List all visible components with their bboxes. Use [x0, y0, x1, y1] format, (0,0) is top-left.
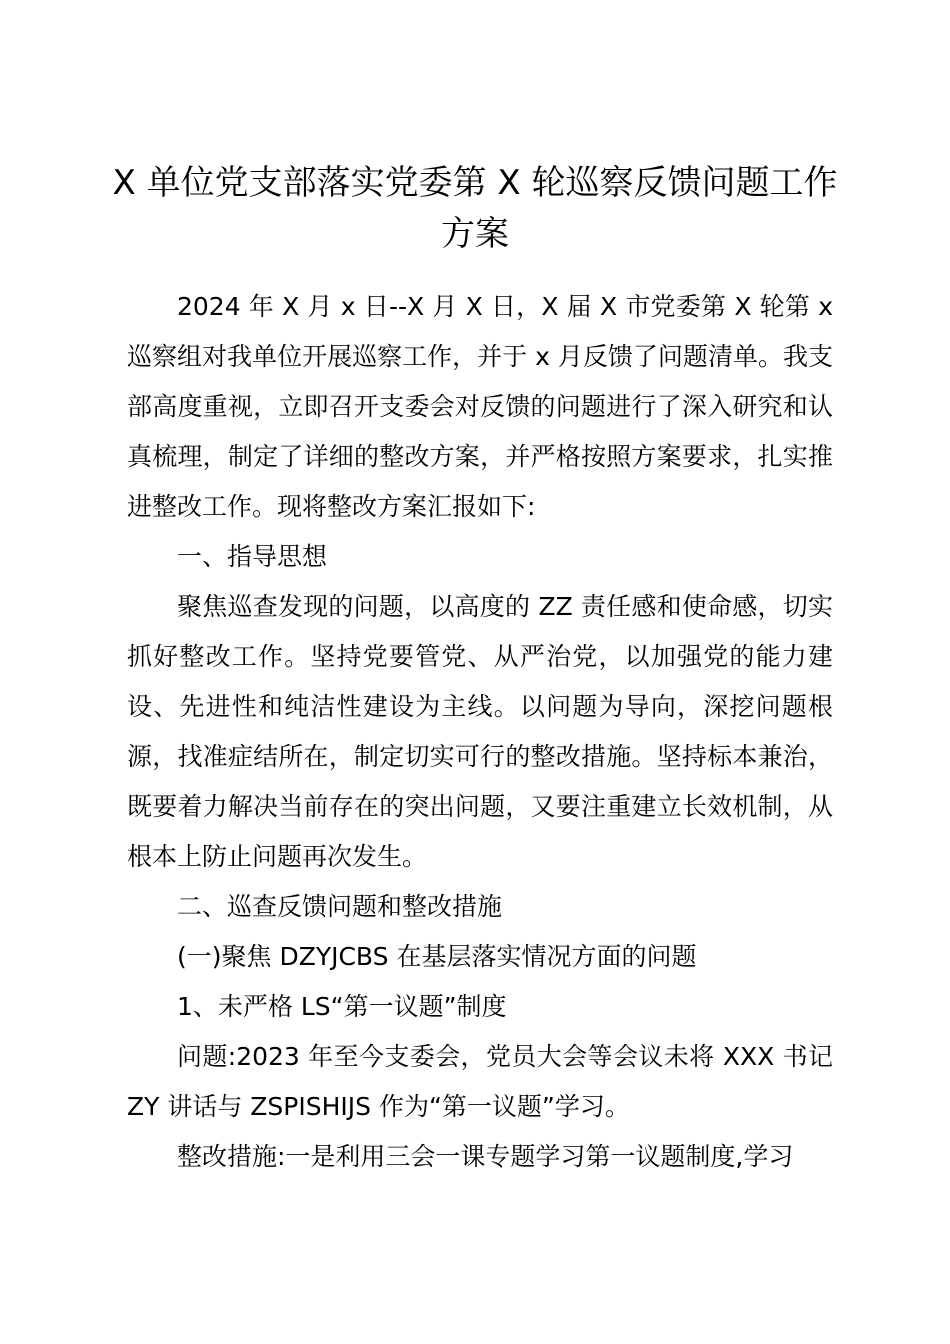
section-heading-guiding-ideology: 一、指导思想 — [177, 542, 328, 571]
subsection-heading-1: (一)聚焦 DZYJCBS 在基层落实情况方面的问题 — [177, 942, 697, 971]
document-title: X 单位党支部落实党委第 X 轮巡察反馈问题工作方案 — [112, 163, 838, 254]
intro-paragraph: 2024 年 X 月 x 日--X 月 X 日，X 届 X 市党委第 X 轮第 x 巡察组对我单位开展巡察工作，并于 x 月反馈了问题清单。我支部高度重视，立即召开支委会对反馈的问题进行了深入研究和认真梳理，制定了详细的整改方案，并严格按照方案要求，扎实推进整改工作。现将整改方案汇报如下: — [127, 292, 833, 521]
rectification-measures-paragraph: 整改措施:一是利用三会一课专题学习第一议题制度,学习 — [177, 1142, 794, 1171]
section-heading-problems-and-measures: 二、巡查反馈问题和整改措施 — [177, 892, 503, 921]
guiding-ideology-paragraph: 聚焦巡查发现的问题，以高度的 ZZ 责任感和使命感，切实抓好整改工作。坚持党要管党、从严治党，以加强党的能力建设、先进性和纯洁性建设为主线。以问题为导向，深挖问题根源，找准症结所在，制定切实可行的整改措施。坚持标本兼治，既要着力解决当前存在的突出问题，又要注重建立长效机制，从根本上防止问题再次发生。 — [127, 592, 833, 871]
item-heading-1: 1、未严格 LS“第一议题”制度 — [177, 992, 507, 1021]
problem-paragraph: 问题:2023 年至今支委会，党员大会等会议未将 XXX 书记 ZY 讲话与 ZSPISHIJS 作为“第一议题”学习。 — [127, 1042, 833, 1121]
document-body — [127, 282, 833, 1182]
